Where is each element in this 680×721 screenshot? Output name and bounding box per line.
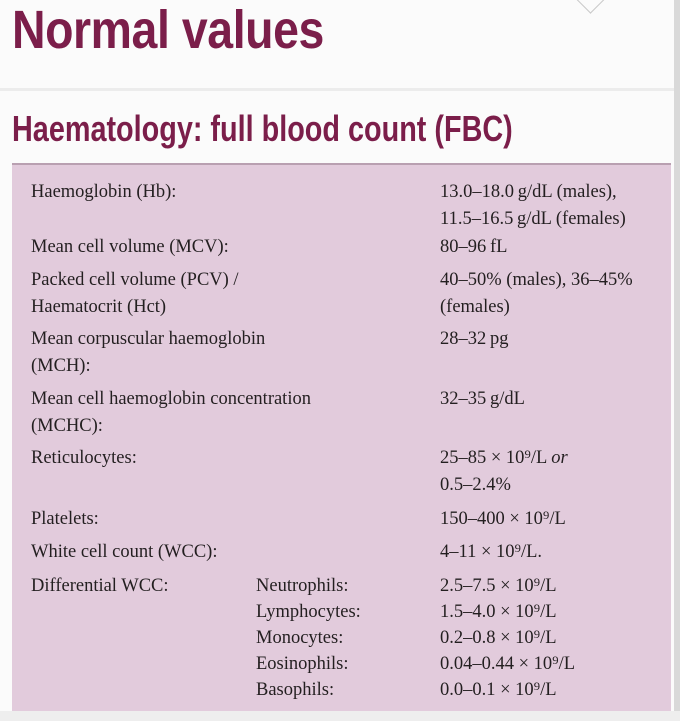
or-connector: or <box>551 448 568 468</box>
row-value: 32–35 g/dL <box>440 389 525 409</box>
cell-type: Neutrophils: <box>256 576 349 596</box>
cell-type: Monocytes: <box>256 628 344 648</box>
cell-value: 2.5–7.5 × 10⁹/L <box>440 576 557 596</box>
scroll-edge <box>674 0 680 721</box>
bottom-edge <box>0 711 680 721</box>
row-label: Platelets: <box>31 509 99 529</box>
row-value: 40–50% (males), 36–45% (females) <box>440 270 633 317</box>
cell-type: Eosinophils: <box>256 654 349 674</box>
row-value: 13.0–18.0 g/dL (males), 11.5–16.5 g/dL (females) <box>440 182 626 229</box>
corner-fold-decoration <box>574 0 607 14</box>
cell-type: Basophils: <box>256 680 335 700</box>
row-label: Packed cell volume (PCV) / Haematocrit (Hct) <box>31 270 239 317</box>
row-value: 28–32 pg <box>440 329 509 349</box>
cell-type: Lymphocytes: <box>256 602 361 622</box>
differential-names <box>256 573 426 703</box>
row-label: Mean cell haemoglobin concentration (MCHC): <box>31 389 311 436</box>
cell-value: 0.2–0.8 × 10⁹/L <box>440 628 557 648</box>
row-label: Reticulocytes: <box>31 448 137 468</box>
cell-value: 0.04–0.44 × 10⁹/L <box>440 654 576 674</box>
divider <box>0 88 674 91</box>
page-title: Normal values <box>12 0 324 60</box>
row-label: Mean cell volume (MCV): <box>31 237 229 257</box>
row-label: Differential WCC: <box>31 576 169 596</box>
row-label: White cell count (WCC): <box>31 542 218 562</box>
row-value: 80–96 fL <box>440 237 508 257</box>
row-label: Mean corpuscular haemoglobin (MCH): <box>31 329 266 376</box>
row-value: 4–11 × 10⁹/L. <box>440 542 543 562</box>
differential-values <box>440 573 670 703</box>
cell-value: 0.0–0.1 × 10⁹/L <box>440 680 557 700</box>
row-value: 25–85 × 10⁹/L or 0.5–2.4% <box>440 448 568 495</box>
row-label: Haemoglobin (Hb): <box>31 182 177 202</box>
row-value: 150–400 × 10⁹/L <box>440 509 566 529</box>
fbc-table <box>12 163 671 713</box>
section-heading: Haematology: full blood count (FBC) <box>12 108 513 149</box>
cell-value: 1.5–4.0 × 10⁹/L <box>440 602 557 622</box>
